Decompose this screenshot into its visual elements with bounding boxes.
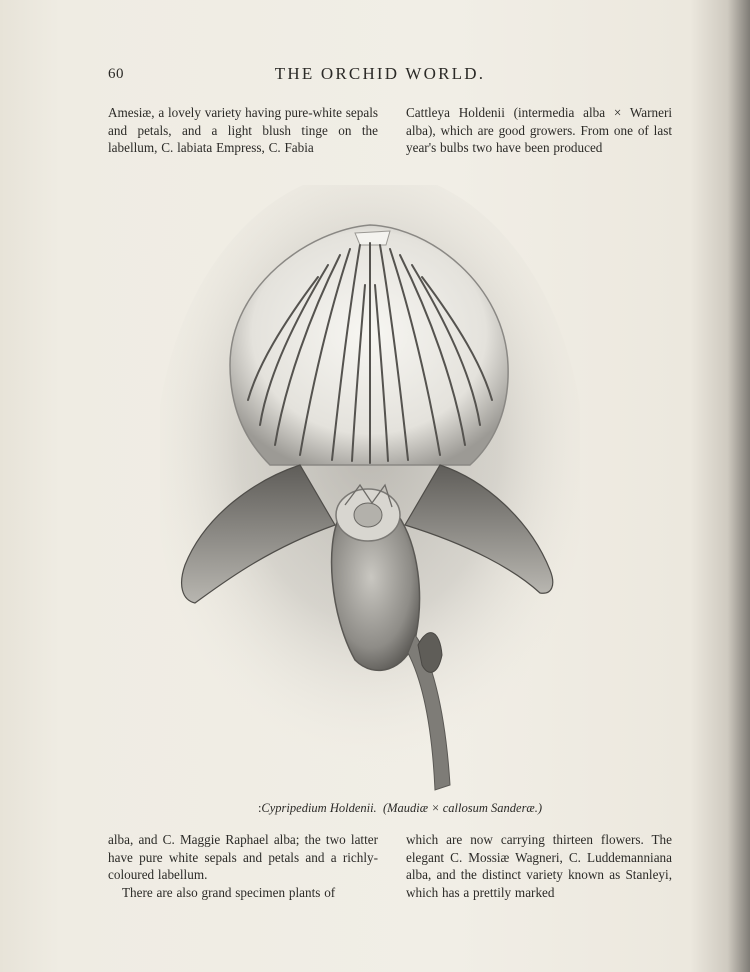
column-bottom-left — [108, 831, 378, 901]
running-head: THE ORCHID WORLD. — [274, 64, 486, 83]
orchid-illustration — [160, 185, 580, 795]
column-top-left — [108, 104, 378, 157]
paragraph: There are also grand specimen plants of — [122, 884, 336, 900]
paragraph: Amesiæ, a lovely variety having pure-white sepals and petals, and a light blush tinge on the labellum, C. labiata Empress, C. Fabia — [108, 105, 378, 155]
page-number: 60 — [108, 66, 124, 82]
caption-parentage: (Maudiæ × callosum Sanderæ.) — [382, 801, 543, 815]
column-top-right — [406, 104, 672, 157]
paragraph: which are now carrying thirteen flowers. The elegant C. Mossiæ Wagneri, C. Luddemanniana alba, and the distinct variety known as Stanleyi, which has a prettily marked — [406, 832, 672, 900]
plate-caption — [200, 801, 600, 816]
caption-mark: : — [257, 801, 262, 815]
paragraph: Cattleya Holdenii (intermedia alba × Warneri alba), which are good growers. From one of last year's bulbs two have been produced — [406, 105, 672, 155]
paragraph: alba, and C. Maggie Raphael alba; the two latter have pure white sepals and petals and a richly-coloured labellum. — [108, 832, 378, 882]
caption-plant-name: Cypripedium Holdenii. — [261, 801, 377, 815]
column-bottom-right — [406, 831, 672, 901]
